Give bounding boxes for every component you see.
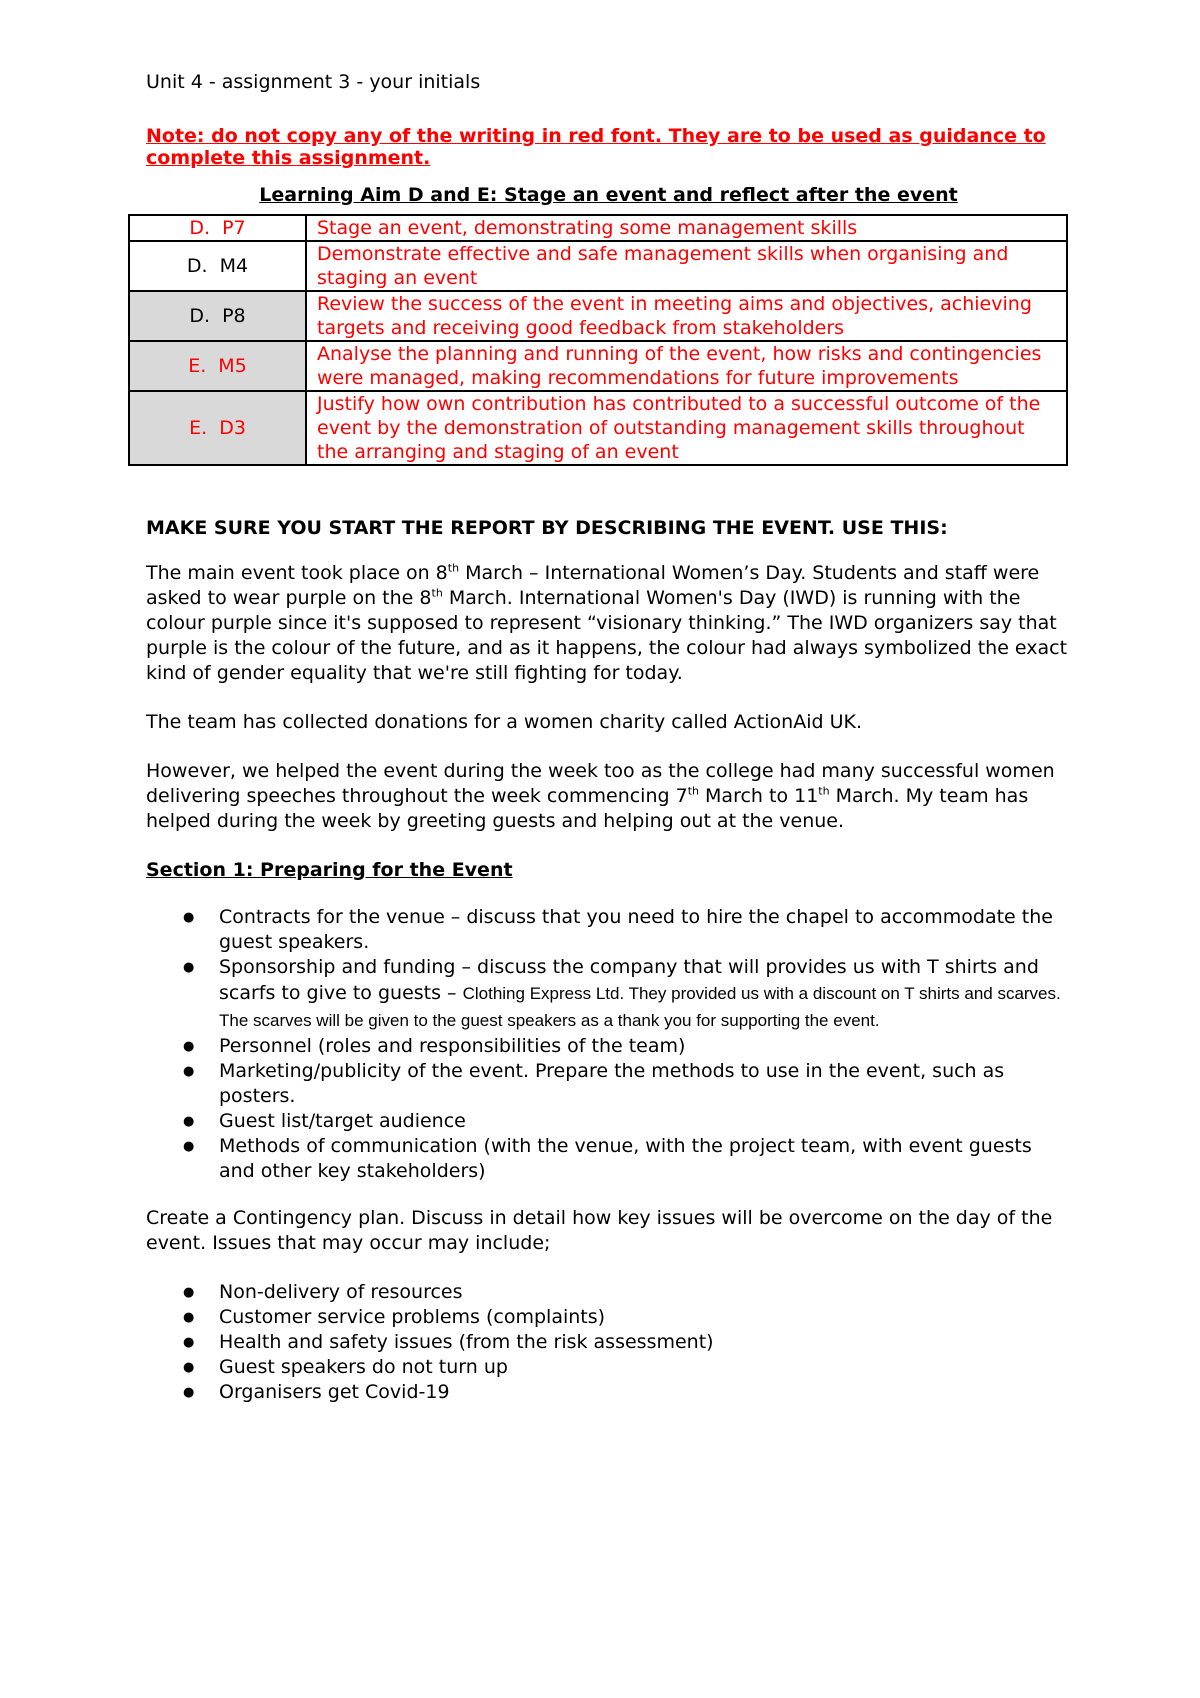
criteria-code: D. M4: [129, 241, 306, 291]
list-item: ● Health and safety issues (from the risk assessment): [219, 1330, 1071, 1355]
list-item: ● Methods of communication (with the venue, with the project team, with event guests and other key stakeholders): [219, 1134, 1071, 1184]
criteria-row: [129, 341, 1067, 391]
preparation-list: [146, 905, 1071, 1184]
document-header: Unit 4 - assignment 3 - your initials: [146, 71, 481, 93]
criteria-description: Justify how own contribution has contributed to a successful outcome of the event by the demonstration of outstanding management skills throughout the arranging and staging of an event: [306, 391, 1067, 465]
criteria-row: [129, 241, 1067, 291]
criteria-code: E. D3: [129, 391, 306, 465]
criteria-code: D. P7: [129, 215, 306, 241]
list-item: ● Guest speakers do not turn up: [219, 1355, 1071, 1380]
learning-aim-title: Learning Aim D and E: Stage an event and reflect after the event: [259, 184, 958, 206]
criteria-row: [129, 215, 1067, 241]
list-item: ● Personnel (roles and responsibilities of the team): [219, 1034, 1071, 1059]
contingency-paragraph: Create a Contingency plan. Discuss in detail how key issues will be overcome on the day of the event. Issues that may occur may include;: [146, 1207, 1053, 1254]
list-item: ● Contracts for the venue – discuss that you need to hire the chapel to accommodate the guest speakers.: [219, 905, 1071, 955]
criteria-table: [128, 214, 1068, 466]
list-item: ● Non-delivery of resources: [219, 1280, 1071, 1305]
week-paragraph: However, we helped the event during the week too as the college had many successful women delivering speeches throughout the week commencing 7th March to 11th March. My team has helped during the week by greeting guests and helping out at the venue.: [146, 760, 1055, 832]
list-item: ● Sponsorship and funding – discuss the company that will provides us with T shirts and scarfs to give to guests – Clothing Express Ltd. They provided us with a discount on T shirts and scarves. The scarves will be given to the guest speakers as a thank you for supporting the event.: [219, 955, 1071, 1034]
criteria-description: Analyse the planning and running of the event, how risks and contingencies were managed, making recommendations for future improvements: [306, 341, 1067, 391]
guidance-note: Note: do not copy any of the writing in red font. They are to be used as guidance to complete this assignment.: [146, 125, 1046, 169]
instruction-heading: MAKE SURE YOU START THE REPORT BY DESCRIBING THE EVENT. USE THIS:: [146, 517, 948, 539]
section-1-title: Section 1: Preparing for the Event: [146, 859, 513, 881]
criteria-code: E. M5: [129, 341, 306, 391]
criteria-description: Stage an event, demonstrating some management skills: [306, 215, 1067, 241]
event-description-paragraph: The main event took place on 8th March – International Women’s Day. Students and staff were asked to wear purple on the 8th March. International Women's Day (IWD) is running with the colour purple since it's supposed to represent “visionary thinking.” The IWD organizers say that purple is the colour of the future, and as it happens, the colour had always symbolized the exact kind of gender equality that we're still fighting for today.: [146, 561, 1068, 684]
document-page: [146, 70, 1071, 1427]
criteria-description: Demonstrate effective and safe management skills when organising and staging an event: [306, 241, 1067, 291]
criteria-description: Review the success of the event in meeting aims and objectives, achieving targets and receiving good feedback from stakeholders: [306, 291, 1067, 341]
list-item: ● Customer service problems (complaints): [219, 1305, 1071, 1330]
criteria-row: [129, 291, 1067, 341]
criteria-row: [129, 391, 1067, 465]
list-item: ● Organisers get Covid-19: [219, 1380, 1071, 1405]
list-item: ● Marketing/publicity of the event. Prepare the methods to use in the event, such as posters.: [219, 1059, 1071, 1109]
criteria-code: D. P8: [129, 291, 306, 341]
issues-list: [146, 1280, 1071, 1405]
list-item: ● Guest list/target audience: [219, 1109, 1071, 1134]
donations-paragraph: The team has collected donations for a women charity called ActionAid UK.: [146, 711, 863, 733]
